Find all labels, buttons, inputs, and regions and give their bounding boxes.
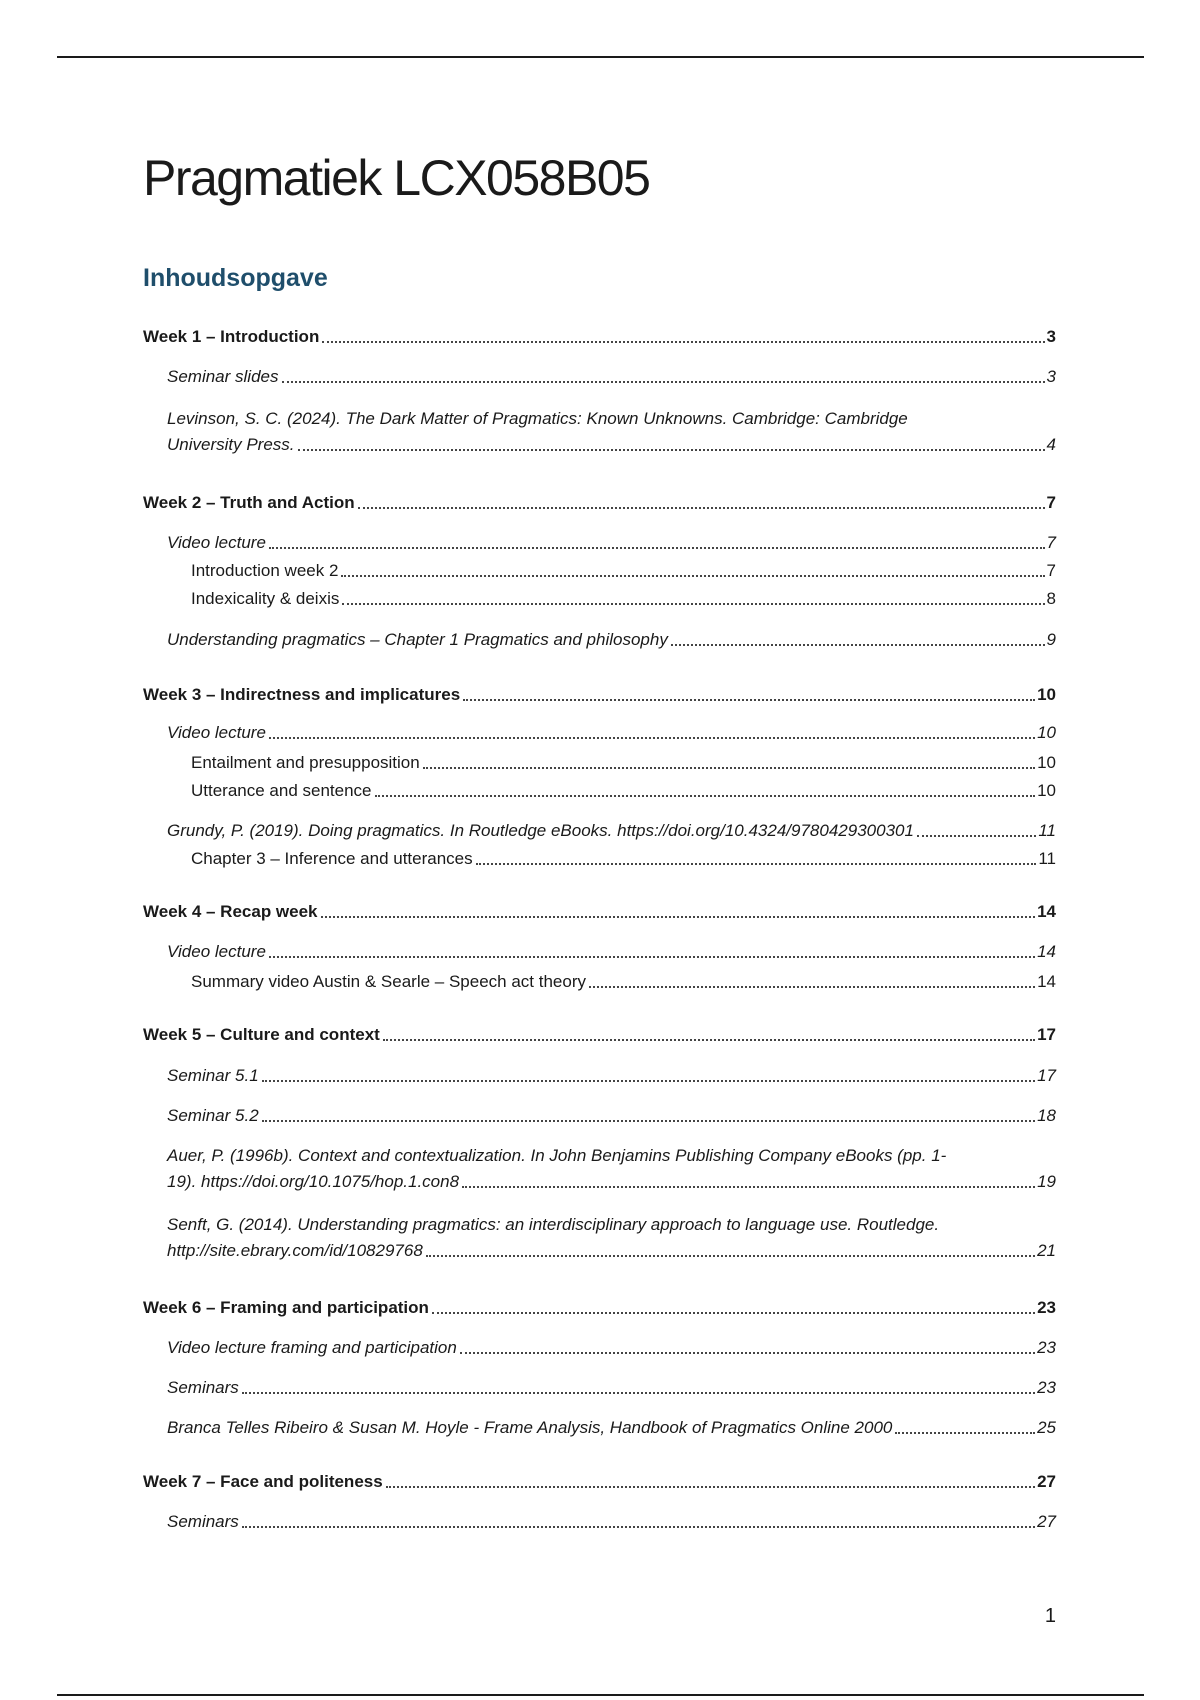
dot-leader xyxy=(383,1039,1035,1041)
toc-entry-week-6[interactable] xyxy=(143,1295,1056,1321)
toc-entry-page: 25 xyxy=(1037,1418,1056,1437)
toc-entry-page: 3 xyxy=(1046,327,1056,346)
toc-entry-page: 11 xyxy=(1038,849,1056,868)
toc-entry-page: 10 xyxy=(1037,781,1056,800)
toc-entry-week-3[interactable] xyxy=(143,682,1056,708)
toc-entry-text: Utterance and sentence xyxy=(191,781,372,800)
dot-leader xyxy=(423,767,1035,769)
toc-entry-page: 4 xyxy=(1046,435,1056,454)
toc-entry-text: Week 7 – Face and politeness xyxy=(143,1472,383,1491)
dot-leader xyxy=(242,1526,1035,1528)
toc-entry-seminar-slides[interactable] xyxy=(167,364,1056,390)
toc-entry-page: 14 xyxy=(1037,942,1056,961)
toc-entry-week-5[interactable] xyxy=(143,1022,1056,1048)
toc-entry-auer[interactable] xyxy=(167,1143,1056,1195)
toc-entry-week-2[interactable] xyxy=(143,490,1056,516)
toc-entry-grundy[interactable] xyxy=(167,818,1056,844)
toc-entry-video-lecture[interactable] xyxy=(167,939,1056,965)
toc-entry-seminars[interactable] xyxy=(167,1509,1056,1535)
toc-entry-page: 7 xyxy=(1046,533,1056,552)
toc-entry-text: Grundy, P. (2019). Doing pragmatics. In Routledge eBooks. https://doi.org/10.4324/9780429300301 xyxy=(167,821,914,840)
toc-entry-text: Video lecture xyxy=(167,723,266,742)
toc-entry-page: 11 xyxy=(1038,821,1056,840)
toc-entry-text: Video lecture xyxy=(167,942,266,961)
dot-leader xyxy=(298,449,1045,451)
toc-entry-page: 7 xyxy=(1046,561,1056,580)
top-rule xyxy=(57,56,1144,58)
dot-leader xyxy=(262,1080,1035,1082)
toc-entry-utterance[interactable] xyxy=(191,778,1056,804)
toc-entry-understanding-pragmatics[interactable] xyxy=(167,627,1056,653)
toc-entry-chapter-3[interactable] xyxy=(191,846,1056,872)
toc-entry-page: 14 xyxy=(1037,972,1056,991)
toc-entry-video-lecture[interactable] xyxy=(167,720,1056,746)
toc-entry-page: 10 xyxy=(1037,753,1056,772)
dot-leader xyxy=(269,956,1035,958)
toc-entry-text: Seminar slides xyxy=(167,367,279,386)
toc-entry-week-4[interactable] xyxy=(143,899,1056,925)
toc-entry-text: Video lecture xyxy=(167,533,266,552)
document-title: Pragmatiek LCX058B05 xyxy=(143,150,650,206)
toc-entry-page: 14 xyxy=(1037,902,1056,921)
dot-leader xyxy=(589,986,1035,988)
dot-leader xyxy=(322,341,1044,343)
toc-entry-text: Video lecture framing and participation xyxy=(167,1338,457,1357)
toc-entry-seminar-5-1[interactable] xyxy=(167,1063,1056,1089)
toc-entry-entailment[interactable] xyxy=(191,750,1056,776)
toc-entry-seminars[interactable] xyxy=(167,1375,1056,1401)
toc-entry-week-1[interactable] xyxy=(143,324,1056,350)
toc-entry-text: Entailment and presupposition xyxy=(191,753,420,772)
toc-entry-text: Summary video Austin & Searle – Speech act theory xyxy=(191,972,586,991)
toc-entry-text: Branca Telles Ribeiro & Susan M. Hoyle - Frame Analysis, Handbook of Pragmatics Online 2000 xyxy=(167,1418,893,1437)
toc-entry-text-line2: University Press. xyxy=(167,435,295,454)
toc-entry-senft[interactable] xyxy=(167,1212,1056,1264)
toc-entry-page: 23 xyxy=(1037,1338,1056,1357)
dot-leader xyxy=(671,644,1045,646)
dot-leader xyxy=(426,1255,1035,1257)
dot-leader xyxy=(463,699,1035,701)
toc-entry-page: 8 xyxy=(1046,589,1056,608)
toc-entry-page: 17 xyxy=(1037,1025,1056,1044)
toc-entry-text: Week 2 – Truth and Action xyxy=(143,493,355,512)
toc-entry-text: Week 5 – Culture and context xyxy=(143,1025,380,1044)
toc-entry-page: 27 xyxy=(1037,1512,1056,1531)
toc-entry-page: 19 xyxy=(1037,1172,1056,1191)
toc-entry-week-7[interactable] xyxy=(143,1469,1056,1495)
toc-entry-text: Seminar 5.1 xyxy=(167,1066,259,1085)
dot-leader xyxy=(242,1392,1035,1394)
dot-leader xyxy=(895,1432,1035,1434)
dot-leader xyxy=(476,863,1037,865)
toc-entry-page: 3 xyxy=(1046,367,1056,386)
toc-entry-text-line2: http://site.ebrary.com/id/10829768 xyxy=(167,1241,423,1260)
toc-entry-page: 9 xyxy=(1046,630,1056,649)
dot-leader xyxy=(386,1486,1035,1488)
toc-entry-text: Week 3 – Indirectness and implicatures xyxy=(143,685,461,704)
toc-entry-text: Indexicality & deixis xyxy=(191,589,340,608)
page-number: 1 xyxy=(1044,1605,1056,1627)
toc-heading: Inhoudsopgave xyxy=(143,264,328,292)
toc-entry-text: Chapter 3 – Inference and utterances xyxy=(191,849,473,868)
toc-entry-text: Seminars xyxy=(167,1512,239,1531)
toc-entry-text-line1: Levinson, S. C. (2024). The Dark Matter of Pragmatics: Known Unknowns. Cambridge: Cambridge xyxy=(167,409,908,428)
toc-entry-text: Seminars xyxy=(167,1378,239,1397)
toc-entry-page: 23 xyxy=(1037,1378,1056,1397)
toc-entry-page: 18 xyxy=(1037,1106,1056,1125)
toc-entry-branca[interactable] xyxy=(167,1415,1056,1441)
dot-leader xyxy=(269,737,1035,739)
toc-entry-introduction-week-2[interactable] xyxy=(191,558,1056,584)
toc-entry-page: 27 xyxy=(1037,1472,1056,1491)
dot-leader xyxy=(262,1120,1035,1122)
dot-leader xyxy=(282,381,1045,383)
toc-entry-page: 10 xyxy=(1037,685,1056,704)
toc-entry-text-line1: Auer, P. (1996b). Context and contextualization. In John Benjamins Publishing Company eBooks (pp. 1- xyxy=(167,1146,947,1165)
toc-entry-text-line1: Senft, G. (2014). Understanding pragmatics: an interdisciplinary approach to language use. Routledge. xyxy=(167,1215,940,1234)
toc-entry-summary-video[interactable] xyxy=(191,969,1056,995)
toc-entry-page: 21 xyxy=(1037,1241,1056,1260)
dot-leader xyxy=(342,603,1044,605)
toc-entry-text: Week 4 – Recap week xyxy=(143,902,318,921)
dot-leader xyxy=(358,507,1045,509)
toc-entry-text: Seminar 5.2 xyxy=(167,1106,259,1125)
dot-leader xyxy=(462,1186,1035,1188)
dot-leader xyxy=(321,916,1036,918)
toc-entry-indexicality[interactable] xyxy=(191,586,1056,612)
toc-entry-text: Introduction week 2 xyxy=(191,561,339,580)
dot-leader xyxy=(269,547,1045,549)
toc-entry-text: Week 6 – Framing and participation xyxy=(143,1298,429,1317)
toc-entry-page: 7 xyxy=(1046,493,1056,512)
toc-entry-levinson[interactable] xyxy=(167,406,1056,458)
dot-leader xyxy=(375,795,1036,797)
dot-leader xyxy=(432,1312,1035,1314)
dot-leader xyxy=(341,575,1044,577)
toc-entry-seminar-5-2[interactable] xyxy=(167,1103,1056,1129)
toc-entry-page: 10 xyxy=(1037,723,1056,742)
toc-entry-page: 23 xyxy=(1037,1298,1056,1317)
toc-entry-video-lecture[interactable] xyxy=(167,530,1056,556)
toc-entry-text: Week 1 – Introduction xyxy=(143,327,320,346)
dot-leader xyxy=(917,835,1036,837)
dot-leader xyxy=(460,1352,1035,1354)
toc-entry-text-line2: 19). https://doi.org/10.1075/hop.1.con8 xyxy=(167,1172,460,1191)
toc-entry-text: Understanding pragmatics – Chapter 1 Pragmatics and philosophy xyxy=(167,630,668,649)
bottom-rule xyxy=(57,1694,1144,1696)
toc-entry-page: 17 xyxy=(1037,1066,1056,1085)
toc-entry-video-lecture-framing[interactable] xyxy=(167,1335,1056,1361)
